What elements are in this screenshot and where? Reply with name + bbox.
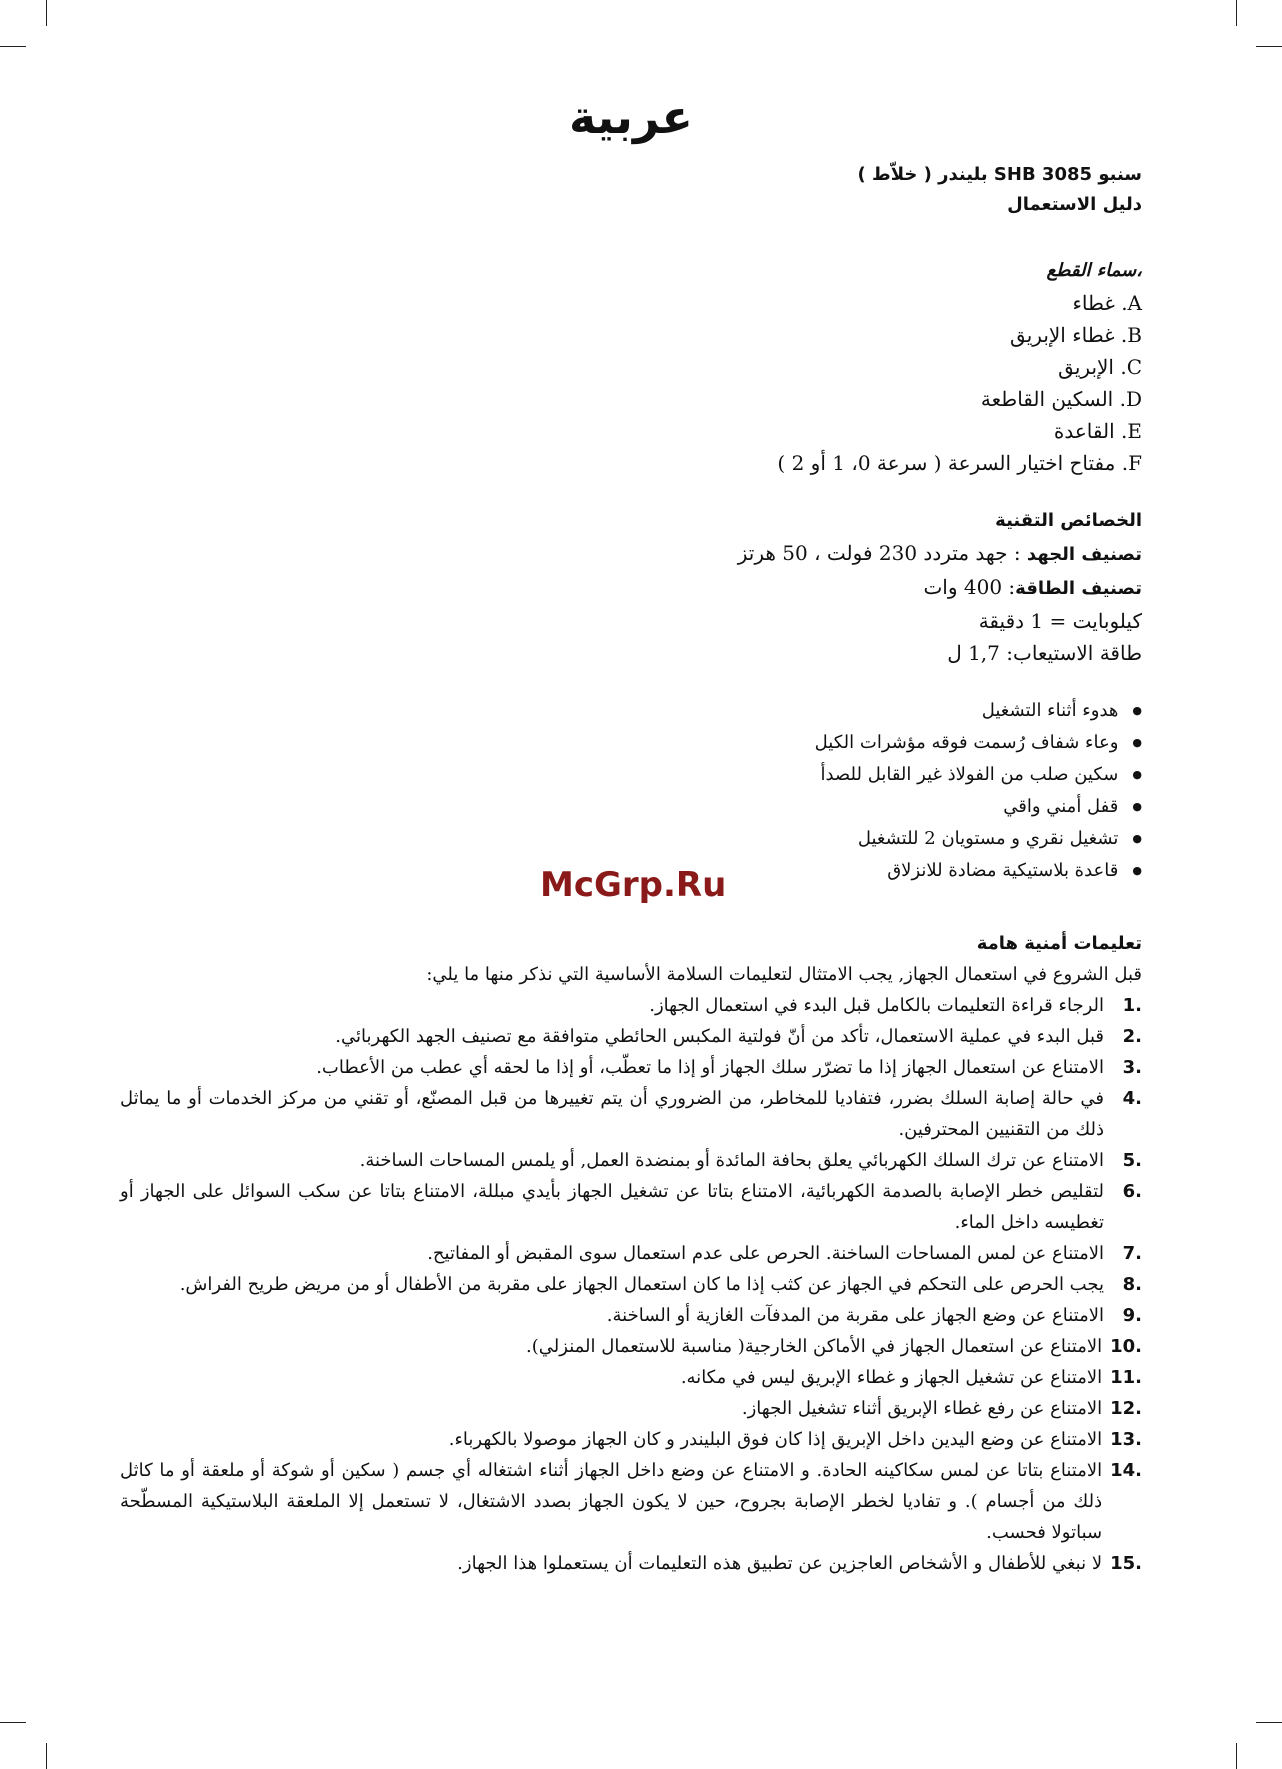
rule-text: الامتناع عن لمس المساحات الساخنة. الحرص على عدم استعمال سوى المقبض أو المفاتيح. [427,1243,1104,1264]
safety-rule [120,1238,1142,1269]
part-item: A. غطاء [1072,291,1142,315]
rule-text: الامتناع عن وضع اليدين داخل الإبريق إذا كان فوق البليندر و كان الجهاز موصولا بالكهرباء. [448,1429,1103,1450]
safety-rule [120,1455,1142,1548]
rule-number: 11. [1110,1367,1142,1388]
capacity-line: طاقة الاستيعاب: 1,7 ل [947,641,1142,665]
rule-text: الامتناع عن تشغيل الجهاز و غطاء الإبريق ليس في مكانه. [680,1367,1103,1388]
rule-number: 3. [1122,1057,1142,1078]
rule-text: في حالة إصابة السلك بضرر، فتفاديا للمخاطر، من الضروري أن يتم تغييرها من قبل المصنّع، أو تقني من مركز الخدمات أو ما يماثل ذلك من التقنيين المحترفين. [120,1088,1104,1140]
rule-number: 15. [1110,1553,1142,1574]
tech-heading: الخصائص التقنية [995,510,1142,531]
part-item: E. القاعدة [1053,419,1142,443]
rule-text: الامتناع عن وضع الجهاز على مقربة من المدفآت الغازية أو الساخنة. [606,1305,1104,1326]
safety-rule [120,1052,1142,1083]
crop-mark [46,1743,47,1769]
rule-number: 2. [1122,1026,1142,1047]
rule-text: الامتناع عن ترك السلك الكهربائي يعلق بحافة المائدة أو بمنضدة العمل, أو يلمس المساحات الساخنة. [359,1150,1104,1171]
rule-text: قبل البدء في عملية الاستعمال، تأكد من أنّ فولتية المكبس الحائطي متوافقة مع تصنيف الجهد الكهربائي. [335,1026,1104,1047]
rule-number: 7. [1122,1243,1142,1264]
rule-text: الامتناع عن استعمال الجهاز إذا ما تضرّر سلك الجهاز أو إذا ما تعطّب، أو إذا ما لحقه أي عطب من الأعطاب. [316,1057,1104,1078]
rule-text: الامتناع عن استعمال الجهاز في الأماكن الخارجية( مناسبة للاستعمال المنزلي). [526,1336,1103,1357]
crop-mark [1236,0,1237,26]
manual-subtitle: دليل الاستعمال [1007,194,1142,215]
safety-rule [120,1269,1142,1300]
safety-intro: قبل الشروع في استعمال الجهاز, يجب الامتثال لتعليمات السلامة الأساسية التي نذكر منها ما يلي: [426,964,1142,985]
feature-item: ● سكين صلب من الفولاذ غير القابل للصدأ [120,759,1142,791]
page-title: عربية [569,90,693,144]
feature-item: ● هدوء أثناء التشغيل [120,695,1142,727]
crop-mark [1256,1722,1282,1723]
rule-text: الرجاء قراءة التعليمات بالكامل قبل البدء في استعمال الجهاز. [649,995,1104,1016]
safety-rule [120,1393,1142,1424]
safety-rule [120,1300,1142,1331]
safety-rule [120,1331,1142,1362]
voltage-label: تصنيف الجهد [1026,544,1142,565]
rule-number: 12. [1110,1398,1142,1419]
safety-rule [120,1548,1142,1579]
voltage-value: : جهد متردد 230 فولت ، 50 هرتز [737,541,1027,565]
power-label: تصنيف الطاقة [1015,578,1142,599]
rule-text: لتقليص خطر الإصابة بالصدمة الكهربائية، الامتناع بتاتا عن تشغيل الجهاز بأيدي مبللة، الامتناع بتاتا عن سكب السوائل على الجهاز أو تغطيسه داخل الماء. [120,1181,1104,1233]
rule-number: 4. [1122,1088,1142,1109]
rule-text: لا نبغي للأطفال و الأشخاص العاجزين عن تطبيق هذه التعليمات أن يستعملوا هذا الجهاز. [457,1553,1103,1574]
safety-rule [120,1083,1142,1145]
rule-text: يجب الحرص على التحكم في الجهاز عن كثب إذا ما كان استعمال الجهاز على مقربة من الأطفال أو من مريض طريح الفراش. [179,1274,1104,1295]
rule-number: 5. [1122,1150,1142,1171]
features-list [120,695,1142,887]
rule-number: 6. [1122,1181,1142,1202]
crop-mark [46,0,47,26]
voltage-line [120,537,1142,571]
power-line [120,571,1142,605]
feature-item: ● قفل أمني واقي [120,791,1142,823]
rule-text: الامتناع بتاتا عن لمس سكاكينه الحادة. و الامتناع عن وضع داخل الجهاز أثناء اشتغاله أي جسم ( سكين أو شوكة أو ملعقة أو ما كاثل ذلك من أجسام ). و تفاديا لخطر الإصابة بجروح، حين لا يكون الجهاز بصدد الاشتغال، لا تستعمل إلا الملعقة البلاستيكية المسطّحة سباتولا فحسب. [120,1460,1103,1543]
spec-line: كيلوبايت = 1 دقيقة [978,609,1142,633]
power-value: : 400 وات [923,575,1016,599]
rule-number: 13. [1110,1429,1142,1450]
safety-rule [120,1145,1142,1176]
tech-specs-section [120,505,1142,669]
rule-text: الامتناع عن رفع غطاء الإبريق أثناء تشغيل الجهاز. [741,1398,1103,1419]
crop-mark [1256,46,1282,47]
document-header [858,160,1143,220]
safety-rule [120,1362,1142,1393]
parts-heading: ،سماء القطع [1046,260,1142,281]
crop-mark [0,46,26,47]
part-item: B. غطاء الإبريق [1010,323,1142,347]
model-line: سنبو SHB 3085 بليندر ( خلاّط ) [857,164,1142,185]
rule-number: 8. [1122,1274,1142,1295]
feature-item: ● تشغيل نقري و مستويان 2 للتشغيل [120,823,1142,855]
safety-heading: تعليمات أمنية هامة [976,933,1142,954]
feature-item: ● وعاء شفاف رُسمت فوقه مؤشرات الكيل [120,727,1142,759]
safety-section [120,928,1142,1579]
rule-number: 9. [1122,1305,1142,1326]
safety-rule [120,1021,1142,1052]
safety-rule [120,990,1142,1021]
part-item: F. مفتاح اختيار السرعة ( سرعة 0، 1 أو 2 ) [777,451,1142,475]
crop-mark [0,1722,26,1723]
safety-rule [120,1424,1142,1455]
rule-number: 10. [1110,1336,1142,1357]
part-item: D. السكين القاطعة [980,387,1142,411]
rule-number: 1. [1122,995,1142,1016]
watermark-link[interactable]: McGrp.Ru [540,865,727,905]
crop-mark [1236,1743,1237,1769]
safety-rule [120,1176,1142,1238]
feature-item: ● قاعدة بلاستيكية مضادة للانزلاق [120,855,1142,887]
rule-number: 14. [1110,1460,1142,1481]
safety-rules [120,990,1142,1579]
parts-section [120,255,1142,479]
part-item: C. الإبريق [1058,355,1142,379]
